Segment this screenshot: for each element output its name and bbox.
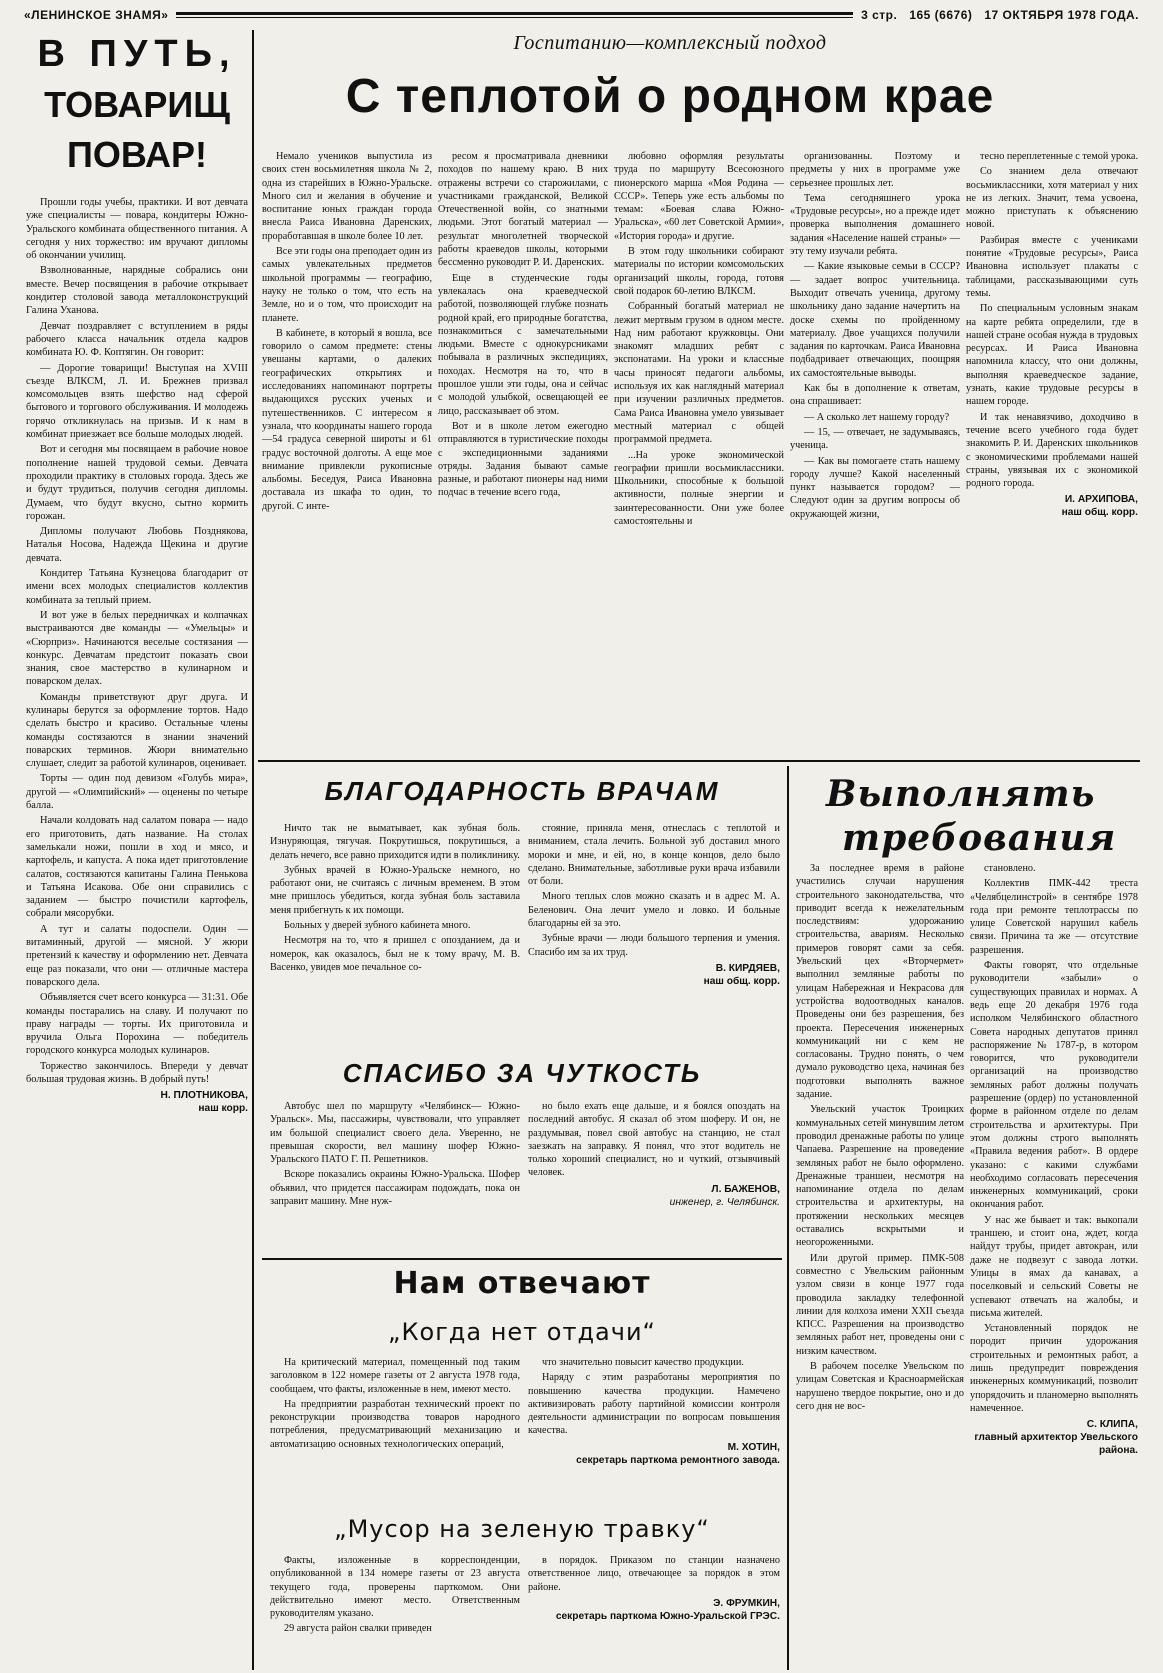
paper-name: «ЛЕНИНСКОЕ ЗНАМЯ» [24, 8, 169, 22]
paragraph: в порядок. Приказом по станции назначено ответственное лицо, отвечающее за порядок в этом районе. [528, 1555, 780, 1593]
rule-above-replies [262, 1258, 782, 1260]
paragraph: По специальным условным знакам на карте ребята определили, где в нашей стране особая нужда в трудовых ресурсах. И Раиса Ивановна напомнила классу, что они должны, выполняя краеведческое задание, узнать, какие трудовые ресурсы в нашем городе. [966, 303, 1138, 408]
paragraph: ...На уроке экономической географии пришли восьмиклассники. Школьники, способные к большой активности, полные энергии и заинтересованности. Они уже более самостоятельны и [614, 449, 784, 528]
requirements-col-1 [796, 862, 964, 1670]
left-article-body [26, 196, 248, 1668]
rule-under-main [258, 760, 1140, 762]
left-title-line2: ТОВАРИЩ [44, 84, 230, 125]
paragraph: организованны. Поэтому и предметы у них в программе уже серьезнее прошлых лет. [790, 151, 960, 189]
author-role: наш общ. корр. [1061, 507, 1138, 519]
paragraph: На предприятии разработан технический проект по реконструкции производства товаров народного потребления, предусматривающий механизацию и автоматизацию основных технологических операций, [270, 1398, 520, 1450]
main-col-4 [790, 150, 960, 756]
paragraph: Вскоре показались окраины Южно-Уральска. Шофер объявил, что придется пассажирам подождать, пока он заправит машину. Мне нуж- [270, 1169, 520, 1208]
paragraph: Кондитер Татьяна Кузнецова благодарит от имени всех молодых специалистов коллектив комбината за теплый прием. [26, 568, 248, 606]
doctors-title: БЛАГОДАРНОСТЬ ВРАЧАМ [324, 776, 720, 806]
left-title-line1: В ПУТЬ, [37, 33, 237, 75]
requirements-col-2 [970, 862, 1138, 1670]
masthead [24, 4, 1139, 26]
paragraph: Еще в студенческие годы увлекалась она краеведческой работой, позволяющей глубже познать родной край, его природные богатства, познакомиться с замечательными людьми. Вместе с однокурсниками побывала в различных экспедициях, походах. Несмотря на то, что в прошлое ушли эти годы, она и сейчас с молодой улыбкой, освещающей ее лицо, рассказывает об этом. [438, 272, 608, 417]
paragraph: Объявляется счет всего конкурса — 31:31. Обе команды постарались на славу. И получают по праву награды — торты. Их приготовила и вручила Ольга Порохина — победитель городского конкурса молодых кулинаров. [26, 992, 248, 1057]
reply1-signature [528, 1441, 780, 1467]
paragraph: У нас же бывает и так: выкопали траншею, и стоит она, ждет, когда найдут трубы, придет автокран, или даже не подвезут с завода лотки. Улицы в ямах да канавах, а поселковый и сельский Советы не успевают отвечать на жалобы, и письма жителей. [970, 1214, 1138, 1319]
paragraph: ресом я просматривала дневники походов по нашему краю. В них отражены встречи со старожилами, с участниками гражданской, Великой Отечественной войн, со знатными людьми. Этот богатый материал — результат многолетней творческой работы краеведов школы, которыми бессменно руководит Р. И. Даренских. [438, 151, 608, 269]
paragraph: тесно переплетенные с темой урока. [980, 151, 1138, 162]
author-name: И. АРХИПОВА, [1064, 494, 1138, 506]
column-rule-right [787, 766, 789, 1670]
author-role: наш корр. [198, 1103, 248, 1115]
paragraph: Установленный порядок не породит причин удорожания строительных и ремонтных работ, а лишь предупредит повреждения инженерных коммуникаций, позволит упорядочить и планомерно выполнять намеченное. [970, 1323, 1138, 1414]
left-title-line3: ПОВАР! [66, 134, 208, 175]
paragraph: Увельский участок Троицких коммунальных сетей минувшим летом проводил дренажные работы по улице Чапаева. Разрешение на проведение земляных работ не было оформлено. Дренажные траншеи, несмотря на напоминание отдела по делам строительства и архитектуры, на протяжении нескольких месяцев оставались вскрытыми и неогороженными. [796, 1104, 964, 1249]
paragraph: За последнее время в районе участились случаи нарушения строительного законодательства, что приводит всегда к нежелательным последствиям: удорожанию строительства, авариям. Несколько примеров говорят сами за себя. Увельский цех «Вторчермет» выполнил земляные работы по улицам Набережная и Некрасова для устройства водоотводных каналов. Проведены они без разрешения, без проекта. Пересечения инженерных коммуникаций ни с кем не согласованы. Трудно понять, о чем думало руководство цеха, начиная без подготовки выполнять важное задание. [796, 863, 964, 1101]
main-kicker: Госпитанию—комплексный подход [513, 32, 827, 54]
paragraph: Торты — один под девизом «Голубь мира», другой — «Олимпийский» — оценены по четыре балла. [26, 773, 248, 812]
author-name: Э. ФРУМКИН, [713, 1597, 780, 1609]
care-col-2 [528, 1100, 780, 1252]
reply2-col-1 [270, 1554, 520, 1670]
paragraph: Коллектив ПМК-442 треста «Челябцелинстрой» в сентябре 1978 года при ремонте теплотрассы по улице Советской нарушил кабель связи. Причина та же — отсутствие разрешения. [970, 878, 1138, 956]
author-role: секретарь парткома Южно-Уральской ГРЭС. [555, 1610, 780, 1622]
left-article-signature [26, 1089, 248, 1115]
requirements-title-line1: Выполнять [826, 773, 1096, 815]
paragraph: Девчат поздравляет с вступлением в ряды рабочего класса начальник отдела кадров комбината Ю. Ф. Коптягин. Он говорит: [26, 320, 248, 359]
author-name: В. КИРДЯЕВ, [715, 962, 780, 974]
replies-title: Нам отвечают [393, 1266, 651, 1301]
paragraph: Ничто так не выматывает, как зубная боль. Изнуряющая, тягучая. Покрутишься, покрутишься, а делать нечего, все равно приходится идти в поликлинику. [270, 823, 520, 861]
paragraph: Торжество закончилось. Впереди у девчат большая трудовая жизнь. В добрый путь! [26, 1060, 248, 1085]
care-title: СПАСИБО ЗА ЧУТКОСТЬ [342, 1058, 702, 1088]
paragraph: Много теплых слов можно сказать и в адрес М. А. Беленович. Она лечит умело и ловко. И больные благодарны ей за это. [528, 891, 780, 930]
author-name: С. КЛИПА, [1086, 1419, 1138, 1431]
doctors-col-2 [528, 822, 780, 1050]
issue-number: 165 (6676) [909, 8, 973, 22]
reply2-signature [528, 1597, 780, 1623]
author-name: М. ХОТИН, [727, 1441, 780, 1453]
paragraph: Вот и сегодня мы посвящаем в рабочие новое пополнение нашей трудовой семьи. Девчата проходили практику в столовых города. Здесь же и будут трудиться, получив сегодня дипломы. Думаем, что будут вкусно, сытно кормить горожан. [26, 444, 248, 522]
reply2-col-2 [528, 1554, 780, 1670]
column-rule-left [252, 30, 254, 1670]
paragraph: стояние, приняла меня, отнеслась с теплотой и вниманием, стала лечить. Больной зуб доставил много мороки и мне, и ей, но, в конце концов, дело было сделано. Внимательные, заботливые руки врача избавили от боли. [528, 823, 780, 888]
author-role: секретарь парткома ремонтного завода. [576, 1454, 780, 1466]
paragraph: Команды приветствуют друг друга. И кулинары берутся за оформление тортов. Надо сделать быстро и красиво. Остальные члены команды состязаются в знании значений поварских терминов. Жюри внимательно слушает, следит за работой кулинаров, оценивает. [26, 691, 248, 770]
paragraph: — Дорогие товарищи! Выступая на XVIII съезде ВЛКСМ, Л. И. Брежнев призвал комсомольцев взять шефство над сферой бытового и торгового обслуживания. И молодежь горячо откликнулась на призыв. И к нам в комбинат приезжает все больше молодых людей. [26, 362, 248, 441]
paragraph: Факты говорят, что отдельные руководители «забыли» о существующих правилах и нормах. А ведь еще 20 декабря 1976 года исполком Челябинского областного Совета народных депутатов принял распоряжение № 1787-р, в котором говорится, что руководители организаций на производство земляных работ должны получать разрешение (ордер) по установленной форме в районном отделе по делам строительства и архитектуры. При этом должны строго выполнять «Правила ведения работ». В ордере указано: с какими службами необходимо согласовать пересечения инженерных коммуникаций, сроки окончания работ. [970, 960, 1138, 1211]
reply1-col-1 [270, 1356, 520, 1504]
paragraph: Автобус шел по маршруту «Челябинск— Южно-Уральск». Мы, пассажиры, чувствовали, что управляет им большой специалист своего дела. Уверенно, не превышая скорости, вел машину шофер Южно-Уральского ПАТО Г. П. Решетников. [270, 1101, 520, 1166]
care-col-1 [270, 1100, 520, 1252]
issue-date: 17 ОКТЯБРЯ 1978 ГОДА. [984, 8, 1139, 22]
main-col-1 [262, 150, 432, 756]
paragraph: Разбирая вместе с учениками понятие «Трудовые ресурсы», Раиса Ивановна использует плакаты с таблицами, рассказывающими суть темы. [966, 234, 1138, 299]
paragraph: Со знанием дела отвечают восьмиклассники, хотя материал у них не из легких. Значит, тема усвоена, можно приступать к объяснению новой. [966, 166, 1138, 231]
paragraph: Тема сегодняшнего урока «Трудовые ресурсы», но а прежде идет проверка выполнения домашнего задания «Население нашей страны» — эту тему изучали ребята. [790, 192, 960, 258]
masthead-rule [176, 12, 853, 18]
paragraph: Или другой пример. ПМК-508 совместно с Увельским районным узлом связи в конце 1977 года проводила закладку телефонной линии для колхоза имени XXII съезда КПСС. Разрешения на производство земляных работ нет, проведены они с низким качеством. [796, 1252, 964, 1357]
requirements-title [826, 772, 1136, 860]
doctors-col-1 [270, 822, 520, 1022]
left-article-title [26, 30, 248, 188]
paragraph: Зубные врачи — люди большого терпения и умения. Спасибо им за их труд. [528, 933, 780, 958]
paragraph: Вот и в школе летом ежегодно отправляются в туристические походы с экспедиционными заданиями отряды. Задания бывают самые разные, и работают пионеры над ними подчас в течение всего года, [438, 420, 608, 499]
paragraph: что значительно повысит качество продукции. [542, 1357, 744, 1368]
author-name: Н. ПЛОТНИКОВА, [160, 1090, 248, 1102]
paragraph: И вот уже в белых передничках и колпачках выстраиваются две команды — «Умельцы» и «Сюрприз». Начинаются веселые состязания — конкурс. Девчатам предстоит показать свои знания, свое мастерство в кулинарном и поварском делах. [26, 609, 248, 688]
main-col-2 [438, 150, 608, 756]
main-col-5 [966, 150, 1138, 756]
paragraph: 29 августа район свалки приведен [284, 1623, 432, 1635]
requirements-signature [970, 1418, 1138, 1457]
paragraph: Взволнованные, нарядные собрались они вместе. Вечер посвящения в рабочие открывает кондитер столовой завода металлоконструкций Галина Уханова. [26, 265, 248, 317]
paragraph: Собранный богатый материал не лежит мертвым грузом в одном месте. Над ним работают кружковцы. Они знакомят младших ребят с экспонатами. На уроки и классные часы приносят педагоги альбомы, используя их как наглядный материал при изучении различных предметов. Сама Раиса Ивановна умело увязывает местный материал с общей программой предмета. [614, 301, 784, 446]
author-role: инженер, г. Челябинск. [669, 1196, 780, 1208]
paragraph: На критический материал, помещенный под таким заголовком в 122 номере газеты от 2 августа 1978 года, сообщаем, что факты, изложенные в нем, имеют место. [270, 1357, 520, 1395]
paragraph: становлено. [984, 863, 1036, 874]
paragraph: В кабинете, в который я вошла, все говорило о самом предмете: стены увешаны картами, о далеких географических открытиях и исследованиях напоминают портреты выдающихся русских ученых и путешественников. С интересом я узнала, что координаты нашего города —54 градуса северной широты и 61 градус восточной долготы. А еще мое внимание привлекли рукописные альбомы. Беседуя, Раиса Ивановна доставала из шкафа то один, то другой. С инте- [262, 327, 432, 512]
paragraph: А тут и салаты подоспели. Один — витаминный, другой — мясной. У жюри претензий к качеству и оформлению нет. Девчата еще раз показали, что они — отличные мастера поварского дела. [26, 923, 248, 988]
paragraph: В рабочем поселке Увельском по улицам Советская и Красноармейская нарушено твердое покрытие, оно и до сего дня не вос- [796, 1360, 964, 1412]
reply1-col-2 [528, 1356, 780, 1504]
reply1-title: „Когда нет отдачи“ [388, 1318, 656, 1346]
page-number: 3 стр. [861, 8, 898, 22]
paragraph: Немало учеников выпустила из своих стен восьмилетняя школа № 2, одна из старейших в Южно-Уральске. Много сил и желания в обучение и воспитание юных граждан города внесла Раиса Ивановна Даренских, проработавшая в школе более 10 лет. [262, 151, 432, 242]
paragraph: — Какие языковые семьи в СССР? — задает вопрос учительница. Выходит отвечать ученица, другому школьнику дано задание начертить на доске схемы по пройденному материалу. Двое учащихся получили задания по карточкам. Раиса Ивановна подбадривает отвечающих, поощряя их самостоятельные выводы. [790, 261, 960, 379]
paragraph: Все эти годы она преподает один из самых увлекательных предметов школьной программы — географию, науку не только о том, что есть на Земле, но и о том, что происходит на планете. [262, 246, 432, 324]
care-signature [528, 1183, 780, 1209]
paragraph: Факты, изложенные в корреспонденции, опубликованной в 134 номере газеты от 23 августа текущего года, проверены парткомом. Они действительно имеют место. Ответственным руководителям указано. [270, 1555, 520, 1620]
paragraph: И так ненавязчиво, доходчиво в течение всего учебного года будет знакомить Р. И. Даренских школьников с экономическими проблемами нашей страны, увязывая их с экономикой родного города. [966, 411, 1138, 490]
paragraph: любовно оформляя результаты труда по маршруту Всесоюзного пионерского марша «Моя Родина — СССР». Теперь уже есть альбомы по темам: «Боевая слава Южно-Уральска», «60 лет Советской Армии», «История города» и другие. [614, 151, 784, 242]
paragraph: Наряду с этим разработаны мероприятия по повышению качества продукции. Намечено активизировать работу партийной комиссии контроля деятельности администрации по вопросам повышения качества. [528, 1372, 780, 1437]
paragraph: Больных у дверей зубного кабинета много. [284, 920, 471, 932]
paragraph: Несмотря на то, что я пришел с опозданием, да и номерок, как оказалось, был не к тому врачу, М. В. Васенко, увидев мое печальное со- [270, 935, 520, 973]
paragraph: В этом году школьники собирают материалы по истории комсомольских организаций школы, города, готовя свой подарок 60-летию ВЛКСМ. [614, 246, 784, 297]
paragraph: Прошли годы учебы, практики. И вот девчата уже специалисты — повара, кондитеры Южно-Уральского комбината общественного питания. А сегодня у них торжество: им вручают дипломы об окончании училищ. [26, 197, 248, 262]
requirements-title-line2: требования [842, 817, 1117, 859]
main-article-signature [966, 493, 1138, 519]
main-col-3 [614, 150, 784, 756]
author-role: наш общ. корр. [703, 975, 780, 987]
author-role: главный архитектор Увельского района. [974, 1432, 1138, 1457]
paragraph: но было ехать еще дальше, и я боялся опоздать на последний автобус. Я сказал об этом шоферу. И он, не раздумывая, повел свой автобус на станцию, не стал заезжать на заправку. Я понял, что этот водитель не только хороший специалист, но и чуткий, отзывчивый человек. [528, 1101, 780, 1179]
paragraph: — 15, — отвечает, не задумываясь, ученица. [790, 426, 960, 452]
main-title: С теплотой о родном крае [345, 70, 995, 123]
paragraph: Начали колдовать над салатом повара — надо его приготовить, дать название. На столах замелькали ножи, пошли в ход и мясо, и картофель, и капуста. А пока идет приготовление салатов, состязаются капитаны Галина Пенькова и Татьяна Исакова. Обе они справились с заданием — быстро почистили картофель, собрали мясорубки. [26, 815, 248, 920]
author-name: Л. БАЖЕНОВ, [711, 1183, 780, 1195]
paragraph: Как бы в дополнение к ответам, она спрашивает: [790, 383, 960, 408]
paragraph: — Как вы помогаете стать нашему городу лучше? Какой населенный пункт называется городом? — Следуют один за другим вопросы об окружающей жизни, [790, 455, 960, 520]
paragraph: Дипломы получают Любовь Позднякова, Наталья Носова, Надежда Щекина и другие девчата. [26, 526, 248, 564]
reply2-title: „Мусор на зеленую травку“ [334, 1515, 710, 1543]
paragraph: — А сколько лет нашему городу? [804, 411, 950, 423]
doctors-signature [528, 962, 780, 988]
paragraph: Зубных врачей в Южно-Уральске немного, но работают они, не считаясь с личным временем. В этом мне пришлось убедиться, когда зубная боль заставила меня прибегнуть к их помощи. [270, 864, 520, 916]
